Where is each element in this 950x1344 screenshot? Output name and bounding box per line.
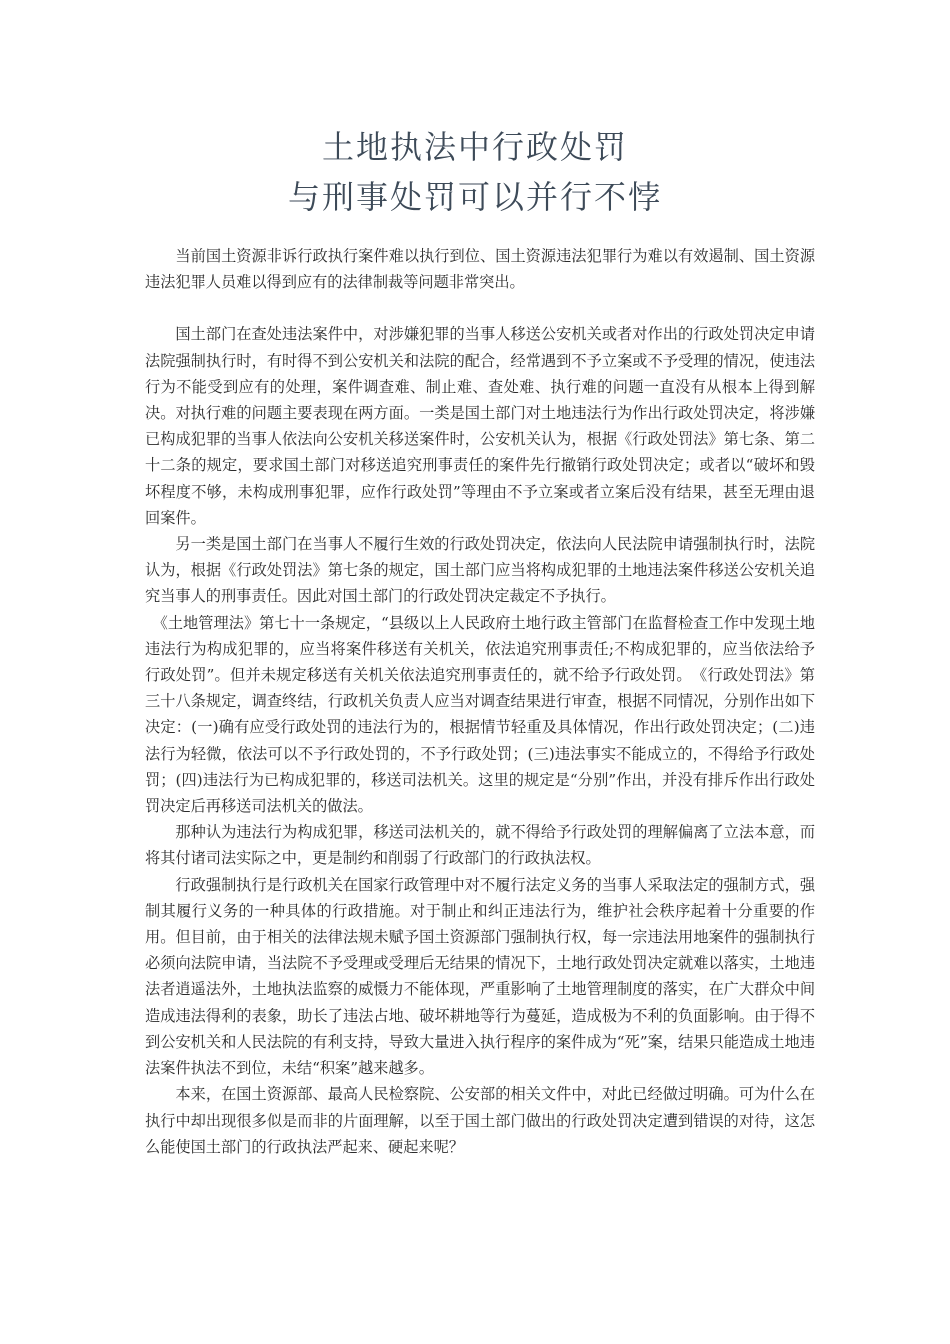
paragraph-compulsory-execution: 行政强制执行是行政机关在国家行政管理中对不履行法定义务的当事人采取法定的强制方式，强制其履行义务的一种具体的行政措施。对于制止和纠正违法行为，维护社会秩序起着十分重要的作用。但目前，由于相关的法律法规未赋予国土资源部门强制执行权，每一宗违法用地案件的强制执行必须向法院申请，当法院不予受理或受理后无结果的情况下，土地行政处罚决定就难以落实，土地违法者逍遥法外，土地执法监察的威慑力不能体现，严重影响了土地管理制度的落实，在广大群众中间造成违法得利的表象，助长了违法占地、破坏耕地等行为蔓延，造成极为不利的负面影响。由于得不到公安机关和人民法院的有利支持，导致大量进入执行程序的案件成为“死”案，结果只能造成土地违法案件执法不到位，未结“积案”越来越多。: [145, 875, 815, 1078]
paragraph-intro: 当前国土资源非诉行政执行案件难以执行到位、国土资源违法犯罪行为难以有效遏制、国土资源违法犯罪人员难以得到应有的法律制裁等问题非常突出。: [145, 247, 815, 292]
paragraph-legal-provisions: 《土地管理法》第七十一条规定，“县级以上人民政府土地行政主管部门在监督检查工作中发现土地违法行为构成犯罪的，应当将案件移送有关机关，依法追究刑事责任;不构成犯罪的，应当依法给予行政处罚”。但并未规定移送有关机关依法追究刑事责任的，就不给予行政处罚。 《行政处罚法》第三十八条规定，调查终结，行政机关负责人应当对调查结果进行审查，根据不同情况，分别作出如下决定：(一)确有应受行政处罚的违法行为的，根据情节轻重及具体情况，作出行政处罚决定；(二)违法行为轻微，依法可以不予行政处罚的，不予行政处罚；(三)违法事实不能成立的，不得给予行政处罚；(四)违法行为已构成犯罪的，移送司法机关。这里的规定是“分别”作出，并没有排斥作出行政处罚决定后再移送司法机关的做法。: [145, 613, 815, 816]
paragraph-court-refusal: 另一类是国土部门在当事人不履行生效的行政处罚决定，依法向人民法院申请强制执行时，法院认为，根据《行政处罚法》第七条的规定，国土部门应当将构成犯罪的土地违法案件移送公安机关追究当事人的刑事责任。因此对国土部门的行政处罚决定裁定不予执行。: [145, 535, 815, 606]
paragraph-misinterpretation: 那种认为违法行为构成犯罪，移送司法机关的，就不得给予行政处罚的理解偏离了立法本意，而将其付诸司法实际之中，更是制约和削弱了行政部门的行政执法权。: [145, 823, 815, 868]
document-body: [145, 243, 815, 1160]
paragraph-enforcement-difficulty: 国土部门在查处违法案件中，对涉嫌犯罪的当事人移送公安机关或者对作出的行政处罚决定申请法院强制执行时，有时得不到公安机关和法院的配合，经常遇到不予立案或不予受理的情况，使违法行为不能受到应有的处理，案件调查难、制止难、查处难、执行难的问题一直没有从根本上得到解决。对执行难的问题主要表现在两方面。一类是国土部门对土地违法行为作出行政处罚决定，将涉嫌已构成犯罪的当事人依法向公安机关移送案件时，公安机关认为，根据《行政处罚法》第七条、第二十二条的规定，要求国土部门对移送追究刑事责任的案件先行撤销行政处罚决定；或者以“破坏和毁坏程度不够，未构成刑事犯罪，应作行政处罚”等理由不予立案或者立案后没有结果，甚至无理由退回案件。: [145, 325, 815, 527]
title-line-2: 与刑事处罚可以并行不悖: [287, 178, 662, 216]
paragraph-conclusion: 本来，在国土资源部、最高人民检察院、公安部的相关文件中，对此已经做过明确。可为什么在执行中却出现很多似是而非的片面理解，以至于国土部门做出的行政处罚决定遭到错误的对待，这怎么能使国土部门的行政执法严起来、硬起来呢？: [145, 1085, 815, 1156]
title-line-1: 土地执法中行政处罚: [321, 128, 628, 166]
document-title: [0, 122, 950, 222]
